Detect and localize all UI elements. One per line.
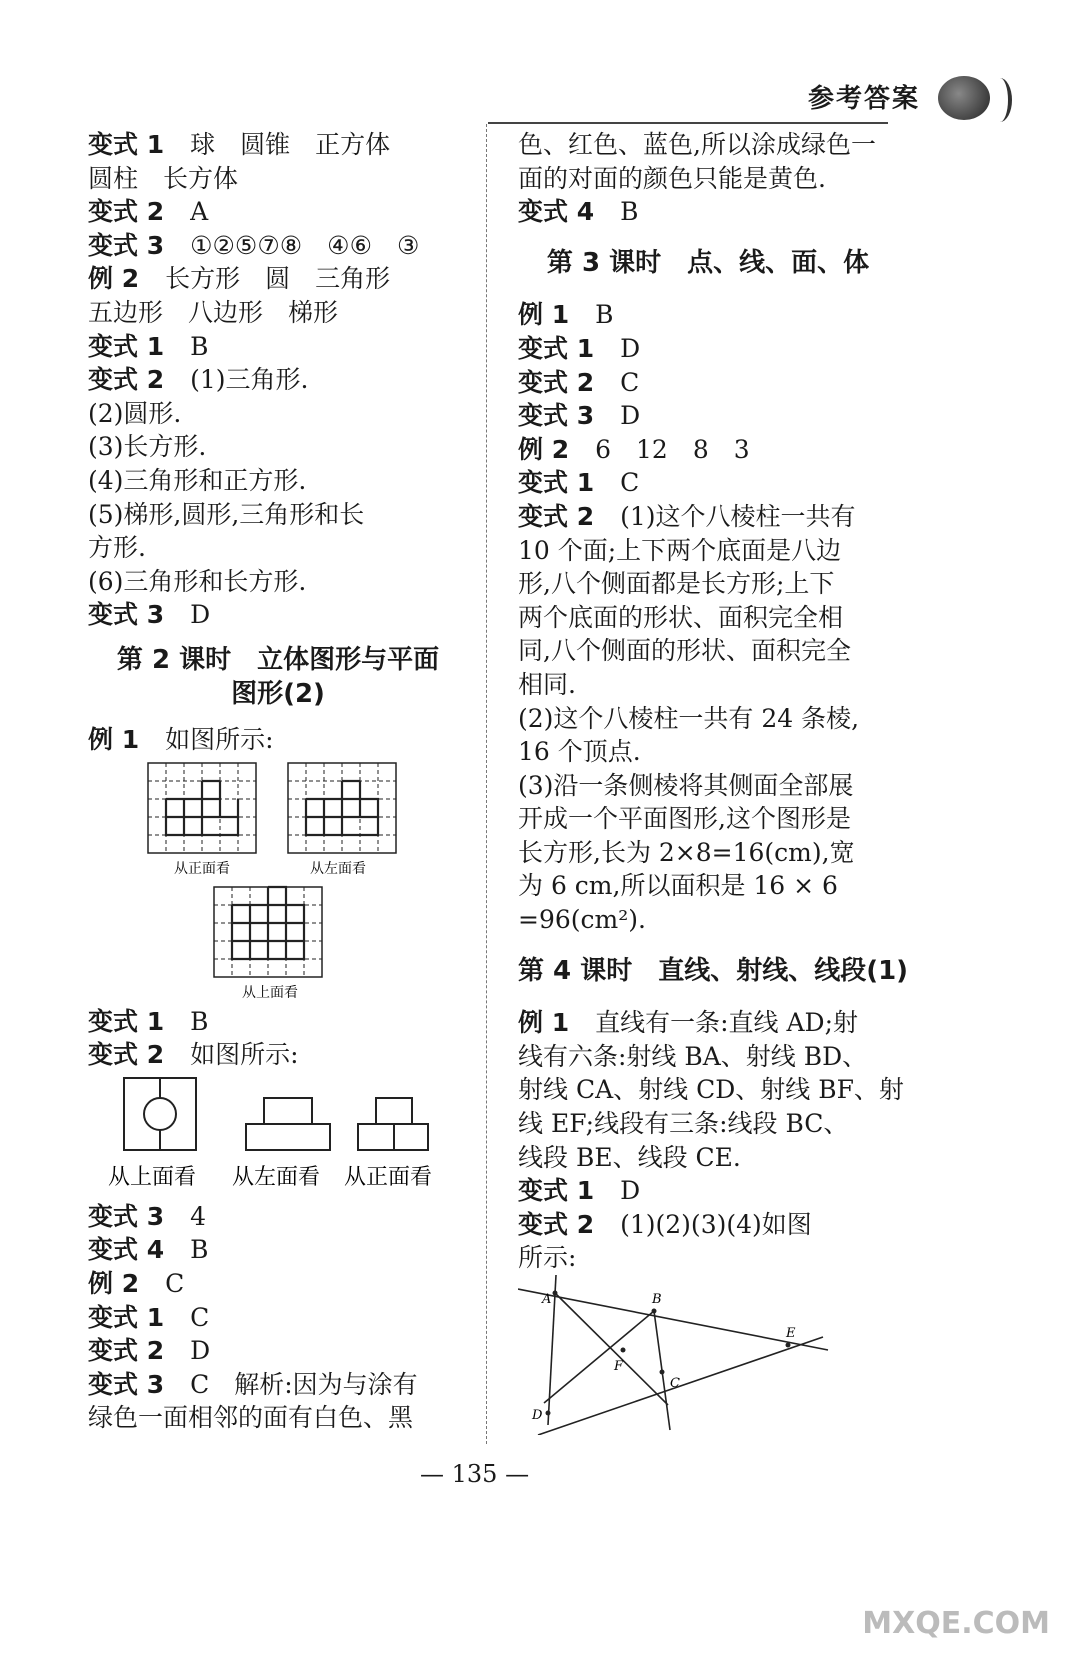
section-heading: 第 4 课时 直线、射线、线段(1) xyxy=(518,955,909,986)
caption-top-view: 从上面看 xyxy=(108,1164,197,1190)
caption-left-view: 从左面看 xyxy=(310,860,366,877)
answer-line: 变式 1 D xyxy=(518,333,641,363)
answer-line: 色、红色、蓝色,所以涂成绿色一 xyxy=(518,130,876,159)
grid-views-diagram xyxy=(88,757,468,1005)
point-label-e: E xyxy=(786,1326,796,1341)
answer-line: 变式 3 4 xyxy=(88,1201,207,1231)
answer-line: 变式 4 B xyxy=(518,197,639,227)
lines-figure xyxy=(518,1275,898,1435)
answer-line: 变式 4 B xyxy=(88,1235,209,1265)
header-ornament-icon xyxy=(938,76,990,120)
header-swoosh-icon xyxy=(988,78,1012,122)
caption-left-view: 从左面看 xyxy=(232,1164,321,1190)
answer-line: 线有六条:射线 BA、射线 BD、 xyxy=(518,1041,868,1071)
page-number: — 135 — xyxy=(420,1460,530,1488)
answer-line: 两个底面的形状、面积完全相 xyxy=(518,602,844,632)
answer-line: 方形. xyxy=(88,533,146,563)
grid-views-figure xyxy=(88,757,468,1005)
answer-line: 变式 3 D xyxy=(518,401,641,431)
three-views-diagram xyxy=(88,1072,468,1200)
answer-line: 变式 2 (1)(2)(3)(4)如图 xyxy=(518,1209,812,1239)
answer-line: =96(cm²). xyxy=(518,905,646,935)
answer-line: 变式 2 A xyxy=(88,197,209,227)
answer-line: 形,八个侧面都是长方形;上下 xyxy=(518,569,835,599)
header-rule xyxy=(488,122,888,124)
answer-line: (3)沿一条侧棱将其侧面全部展 xyxy=(518,770,854,800)
answer-line: 例 1 直线有一条:直线 AD;射 xyxy=(518,1008,859,1038)
answer-line: 变式 1 B xyxy=(88,331,209,361)
answer-line: 所示: xyxy=(518,1243,577,1273)
caption-front-view: 从正面看 xyxy=(344,1164,433,1190)
answer-line: (2)圆形. xyxy=(88,398,182,428)
answer-line: 线 EF;线段有三条:线段 BC、 xyxy=(518,1109,849,1139)
answer-line: 变式 3 D xyxy=(88,600,211,630)
section-heading: 第 2 课时 立体图形与平面 xyxy=(116,644,440,675)
point-label-c: C xyxy=(670,1376,680,1391)
answer-line: (3)长方形. xyxy=(88,432,207,462)
answer-line: (6)三角形和长方形. xyxy=(88,566,307,596)
left-column xyxy=(88,128,468,1435)
answer-line: 16 个顶点. xyxy=(518,737,641,767)
section-heading: 图形(2) xyxy=(231,678,325,709)
point-label-f: F xyxy=(614,1359,624,1374)
answer-line: (5)梯形,圆形,三角形和长 xyxy=(88,499,365,529)
answer-line: 例 2 长方形 圆 三角形 xyxy=(88,264,391,294)
header-title: 参考答案 xyxy=(807,84,920,114)
right-column xyxy=(518,128,909,1435)
answer-line: 开成一个平面图形,这个图形是 xyxy=(518,804,851,834)
answer-line: 例 2 6 12 8 3 xyxy=(518,434,750,464)
column-divider xyxy=(486,124,487,1444)
answer-line: 相同. xyxy=(518,669,576,699)
answer-line: 变式 1 B xyxy=(88,1006,209,1036)
answer-line: 例 1 如图所示: xyxy=(88,725,274,755)
caption-top-view: 从上面看 xyxy=(242,984,298,1001)
answer-line: 同,八个侧面的形状、面积完全 xyxy=(518,636,851,666)
answer-line: 变式 1 C xyxy=(518,468,640,498)
answer-line: 变式 2 (1)这个八棱柱一共有 xyxy=(518,501,856,531)
answer-line: 变式 1 C xyxy=(88,1302,210,1332)
point-label-a: A xyxy=(542,1292,552,1307)
point-label-d: D xyxy=(532,1408,543,1423)
point-label-b: B xyxy=(652,1292,662,1307)
watermark: MXQE.COM xyxy=(862,1606,1050,1641)
answer-line: 面的对面的颜色只能是黄色. xyxy=(518,163,826,193)
answer-line: 例 2 C xyxy=(88,1269,185,1299)
answer-line: 线段 BE、线段 CE. xyxy=(518,1142,741,1172)
running-header xyxy=(808,78,920,118)
answer-line: 五边形 八边形 梯形 xyxy=(88,297,339,327)
answer-line: 圆柱 长方体 xyxy=(88,163,239,193)
answer-line: 变式 1 D xyxy=(518,1176,641,1206)
answer-line: 变式 3 ①②⑤⑦⑧ ④⑥ ③ xyxy=(88,230,420,260)
answer-line: 变式 2 (1)三角形. xyxy=(88,365,309,395)
answer-line: 长方形,长为 2×8=16(cm),宽 xyxy=(518,837,855,867)
three-views-figure xyxy=(88,1072,468,1200)
answer-line: 例 1 B xyxy=(518,300,614,330)
caption-front-view: 从正面看 xyxy=(174,860,230,877)
answer-line: (4)三角形和正方形. xyxy=(88,465,307,495)
answer-line: 变式 2 C xyxy=(518,367,640,397)
answer-line: 射线 CA、射线 CD、射线 BF、射 xyxy=(518,1075,904,1105)
answer-line: 变式 1 球 圆锥 正方体 xyxy=(88,130,391,159)
answer-line: 为 6 cm,所以面积是 16 × 6 xyxy=(518,871,838,901)
answer-line: 变式 2 D xyxy=(88,1336,211,1366)
lines-diagram xyxy=(518,1275,838,1435)
answer-line: (2)这个八棱柱一共有 24 条棱, xyxy=(518,703,860,733)
section-heading: 第 3 课时 点、线、面、体 xyxy=(546,247,870,278)
answer-line: 10 个面;上下两个底面是八边 xyxy=(518,535,842,565)
answer-line: 变式 2 如图所示: xyxy=(88,1040,299,1070)
answer-line: 绿色一面相邻的面有白色、黑 xyxy=(88,1403,414,1433)
answer-line: 变式 3 C 解析:因为与涂有 xyxy=(88,1369,418,1399)
